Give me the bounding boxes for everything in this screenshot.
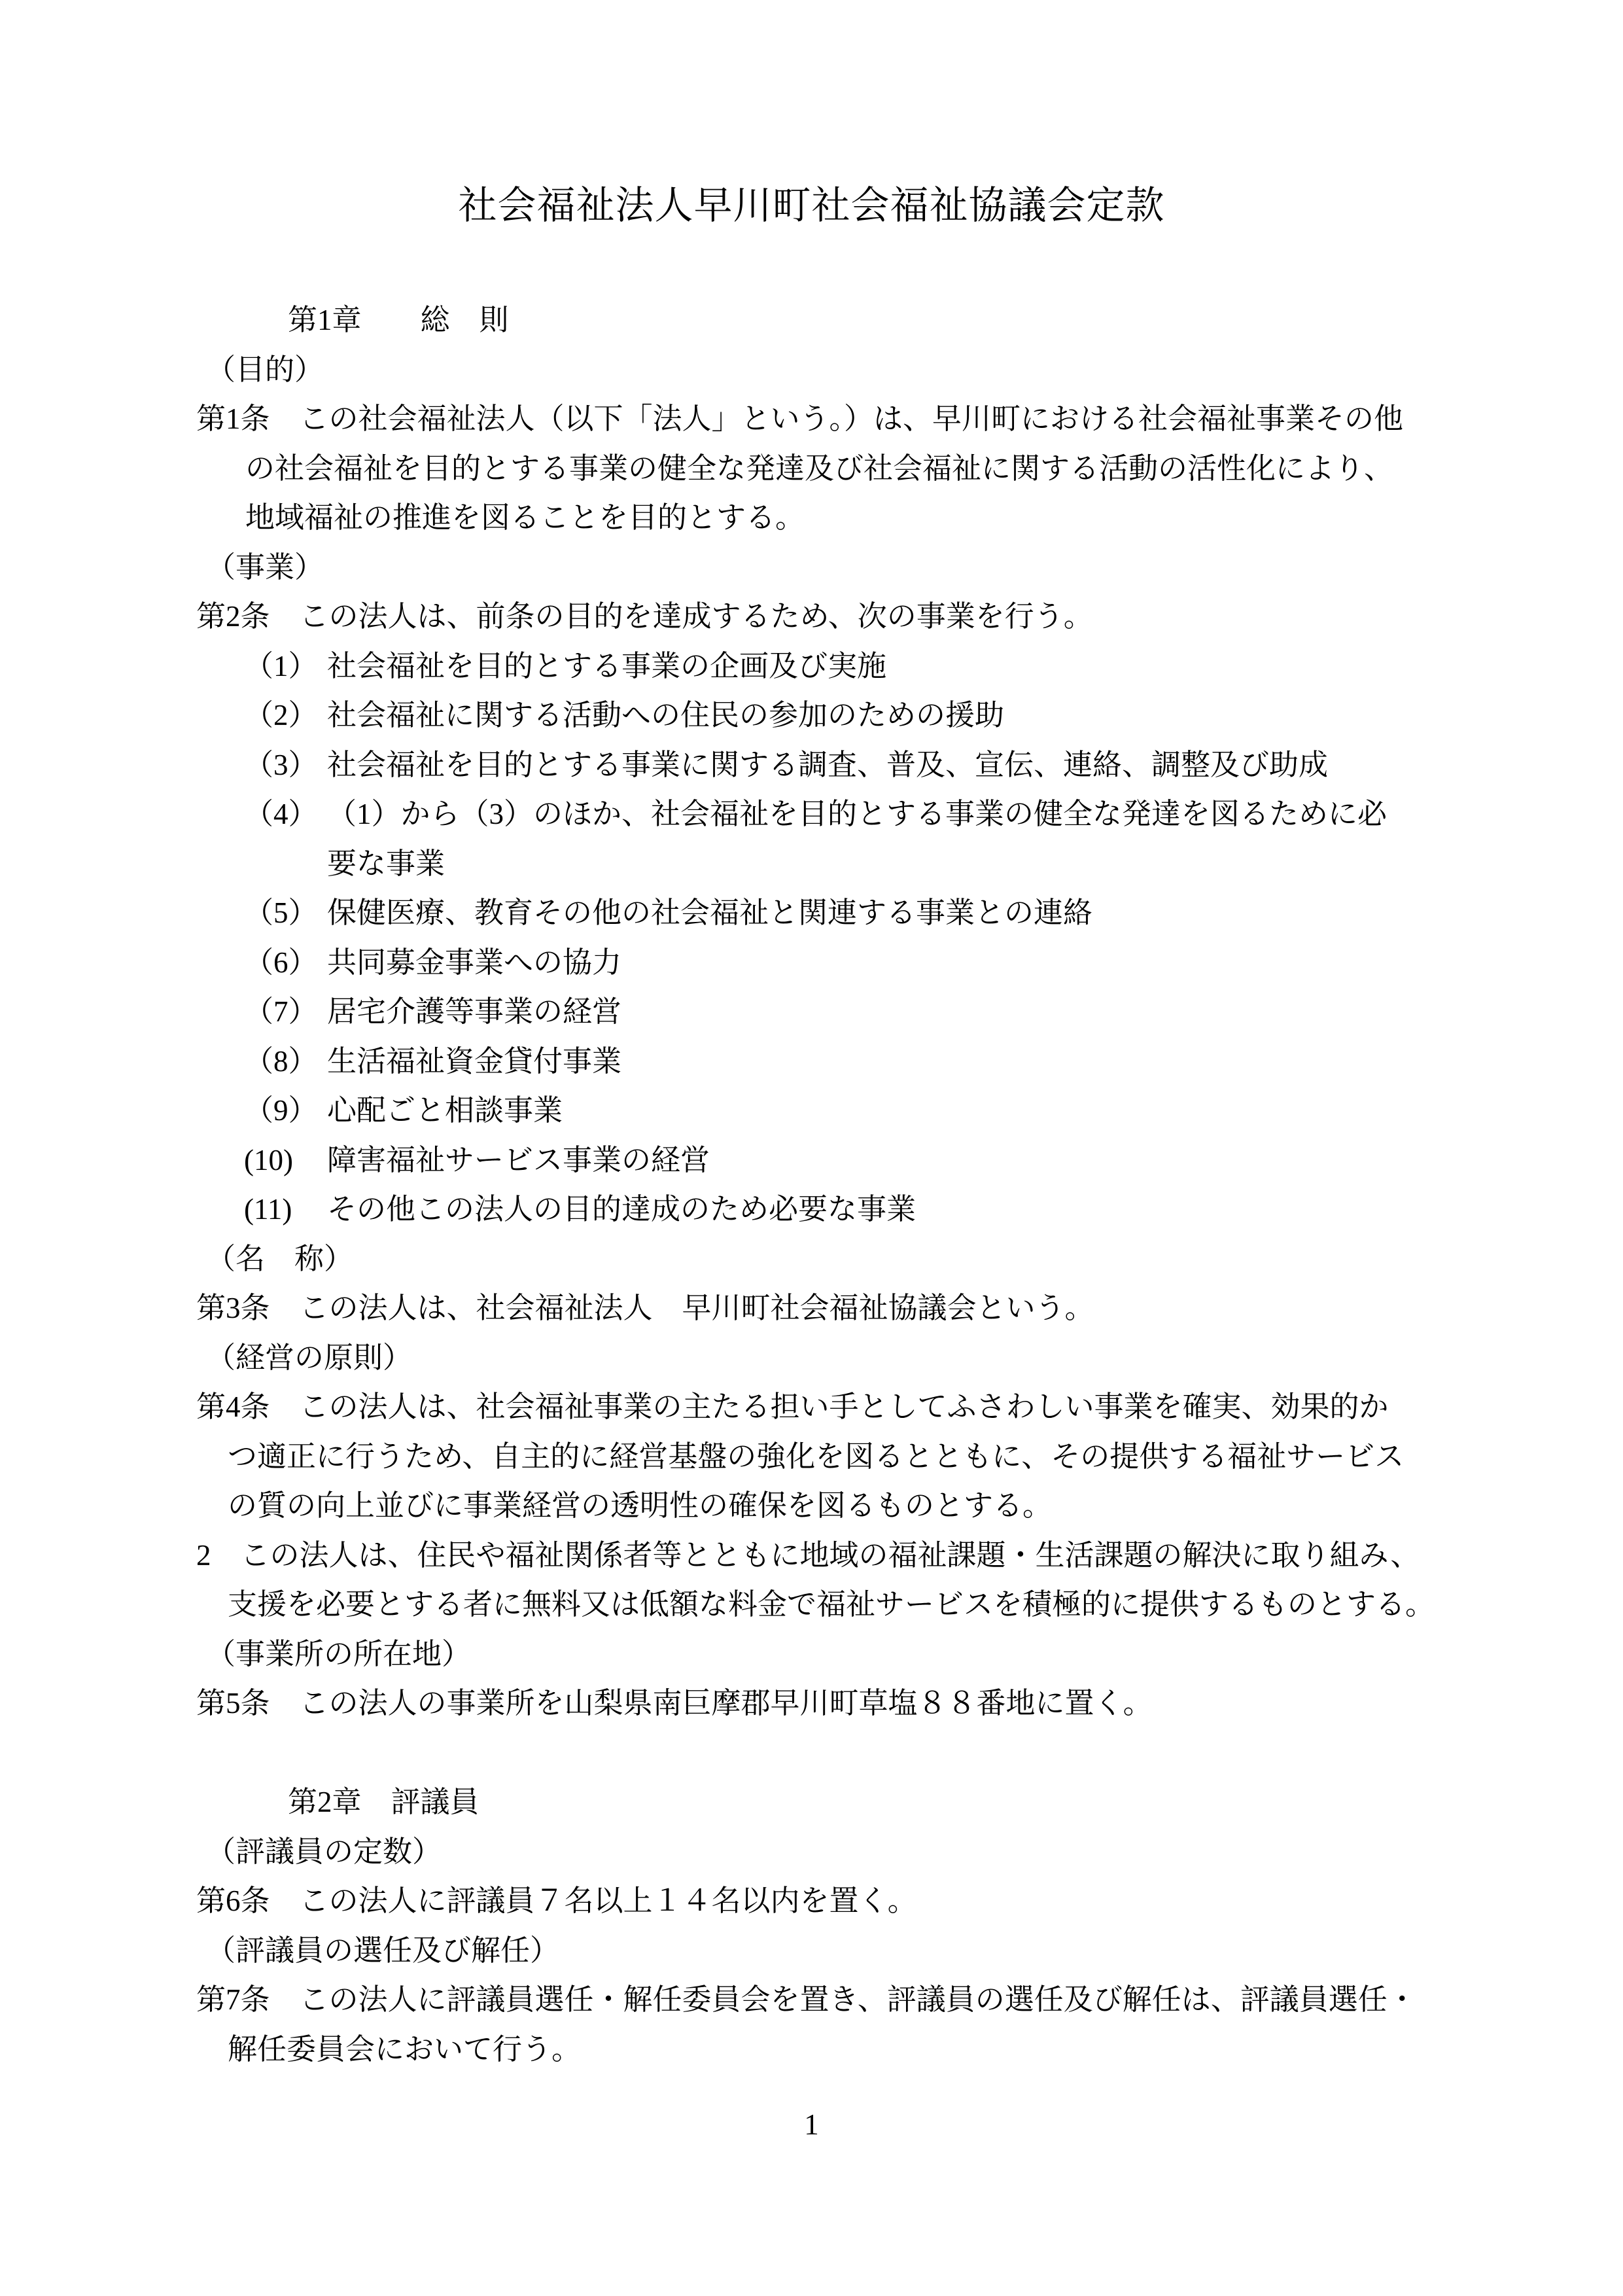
list-item-number: （4） — [244, 798, 318, 830]
article-text-line: の社会福祉を目的とする事業の健全な発達及び社会福祉に関する活動の活性化により、 — [245, 451, 1394, 485]
list-item-number: （5） — [244, 896, 318, 929]
list-item — [196, 938, 1427, 988]
article-caption: （経営の原則） — [206, 1341, 413, 1374]
list-item — [196, 790, 1427, 839]
list-item-text: 共同募金事業への協力 — [327, 945, 622, 979]
list-item-text: 心配ごと相談事業 — [327, 1094, 563, 1127]
list-item-text: 社会福祉を目的とする事業に関する調査、普及、宣伝、連絡、調整及び助成 — [327, 748, 1329, 781]
chapter-heading: 第1章 総 則 — [288, 304, 509, 336]
document-body — [196, 296, 1435, 2074]
article-text-line: 第7条 この法人に評議員選任・解任委員会を置き、評議員の選任及び解任は、評議員選任・ — [196, 1983, 1417, 2016]
list-item-text: 居宅介護等事業の経営 — [327, 995, 622, 1028]
list-item-text: 生活福祉資金貸付事業 — [327, 1044, 622, 1078]
list-item — [196, 1086, 1427, 1136]
article-text-line: 第3条 この法人は、社会福祉法人 早川町社会福祉協議会という。 — [196, 1292, 1094, 1324]
page-number: 1 — [804, 2108, 819, 2141]
article-text-line: 地域福祉の推進を図ることを目的とする。 — [245, 501, 805, 534]
article-caption: （評議員の定数） — [206, 1835, 442, 1868]
list-item — [196, 1185, 1427, 1235]
article-caption: （目的） — [206, 353, 324, 386]
list-item-number: （6） — [244, 945, 318, 979]
article-text-line: つ適正に行うため、自主的に経営基盤の強化を図るとともに、その提供する福祉サービス — [228, 1439, 1405, 1473]
list-item — [196, 691, 1427, 741]
list-item — [196, 987, 1427, 1037]
list-item — [196, 1136, 1427, 1186]
article-text-line: 第4条 この法人は、社会福祉事業の主たる担い手としてふさわしい事業を確実、効果的か — [196, 1390, 1389, 1423]
list-item-number: (10) — [244, 1143, 293, 1176]
list-item-text: 保健医療、教育その他の社会福祉と関連する事業との連絡 — [327, 896, 1093, 929]
article-text-line: 第2条 この法人は、前条の目的を達成するため、次の事業を行う。 — [196, 600, 1093, 633]
article-text-line: の質の向上並びに事業経営の透明性の確保を図るものとする。 — [228, 1489, 1053, 1522]
list-item-text: 社会福祉に関する活動への住民の参加のための援助 — [327, 699, 1005, 732]
article-caption: （評議員の選任及び解任） — [206, 1934, 560, 1967]
list-item-text: 社会福祉を目的とする事業の企画及び実施 — [327, 649, 887, 682]
list-item-number: （3） — [244, 748, 318, 781]
list-item-number: (11) — [244, 1193, 292, 1226]
list-item-number: （8） — [244, 1044, 318, 1078]
document-title: 社会福祉法人早川町社会福祉協議会定款 — [458, 184, 1165, 227]
list-item-number: （7） — [244, 995, 318, 1028]
list-item-number: （1） — [244, 649, 318, 682]
article-caption: （名 称） — [206, 1242, 354, 1275]
article-caption: （事業所の所在地） — [206, 1637, 472, 1670]
article-text-line: 解任委員会において行う。 — [228, 2032, 582, 2066]
list-item-number: （2） — [244, 699, 318, 732]
article-text-line: 第5条 この法人の事業所を山梨県南巨摩郡早川町草塩８８番地に置く。 — [196, 1687, 1153, 1720]
article-text-line: 支援を必要とする者に無料又は低額な料金で福祉サービスを積極的に提供するものとする。 — [228, 1588, 1435, 1621]
blank-line — [196, 1729, 1427, 1778]
article-caption: （事業） — [206, 550, 324, 584]
list-item-text: 障害福祉サービス事業の経営 — [327, 1143, 710, 1176]
list-item — [196, 889, 1427, 938]
list-item — [196, 741, 1427, 790]
article-text-line: 第1条 この社会福祉法人（以下「法人」という。）は、早川町における社会福祉事業その他 — [196, 402, 1404, 435]
article-text-line: 第6条 この法人に評議員７名以上１４名以内を置く。 — [196, 1884, 917, 1917]
list-item — [196, 642, 1427, 692]
chapter-heading: 第2章 評議員 — [288, 1786, 480, 1818]
list-item-text: （1）から（3）のほか、社会福祉を目的とする事業の健全な発達を図るために必 — [327, 798, 1387, 830]
list-item-text: その他この法人の目的達成のため必要な事業 — [327, 1193, 916, 1226]
article-text-line: 2 この法人は、住民や福祉関係者等とともに地域の福祉課題・生活課題の解決に取り組み、 — [196, 1538, 1420, 1572]
list-item-number: （9） — [244, 1094, 318, 1127]
list-item-continuation: 要な事業 — [327, 847, 445, 880]
list-item — [196, 1037, 1427, 1087]
